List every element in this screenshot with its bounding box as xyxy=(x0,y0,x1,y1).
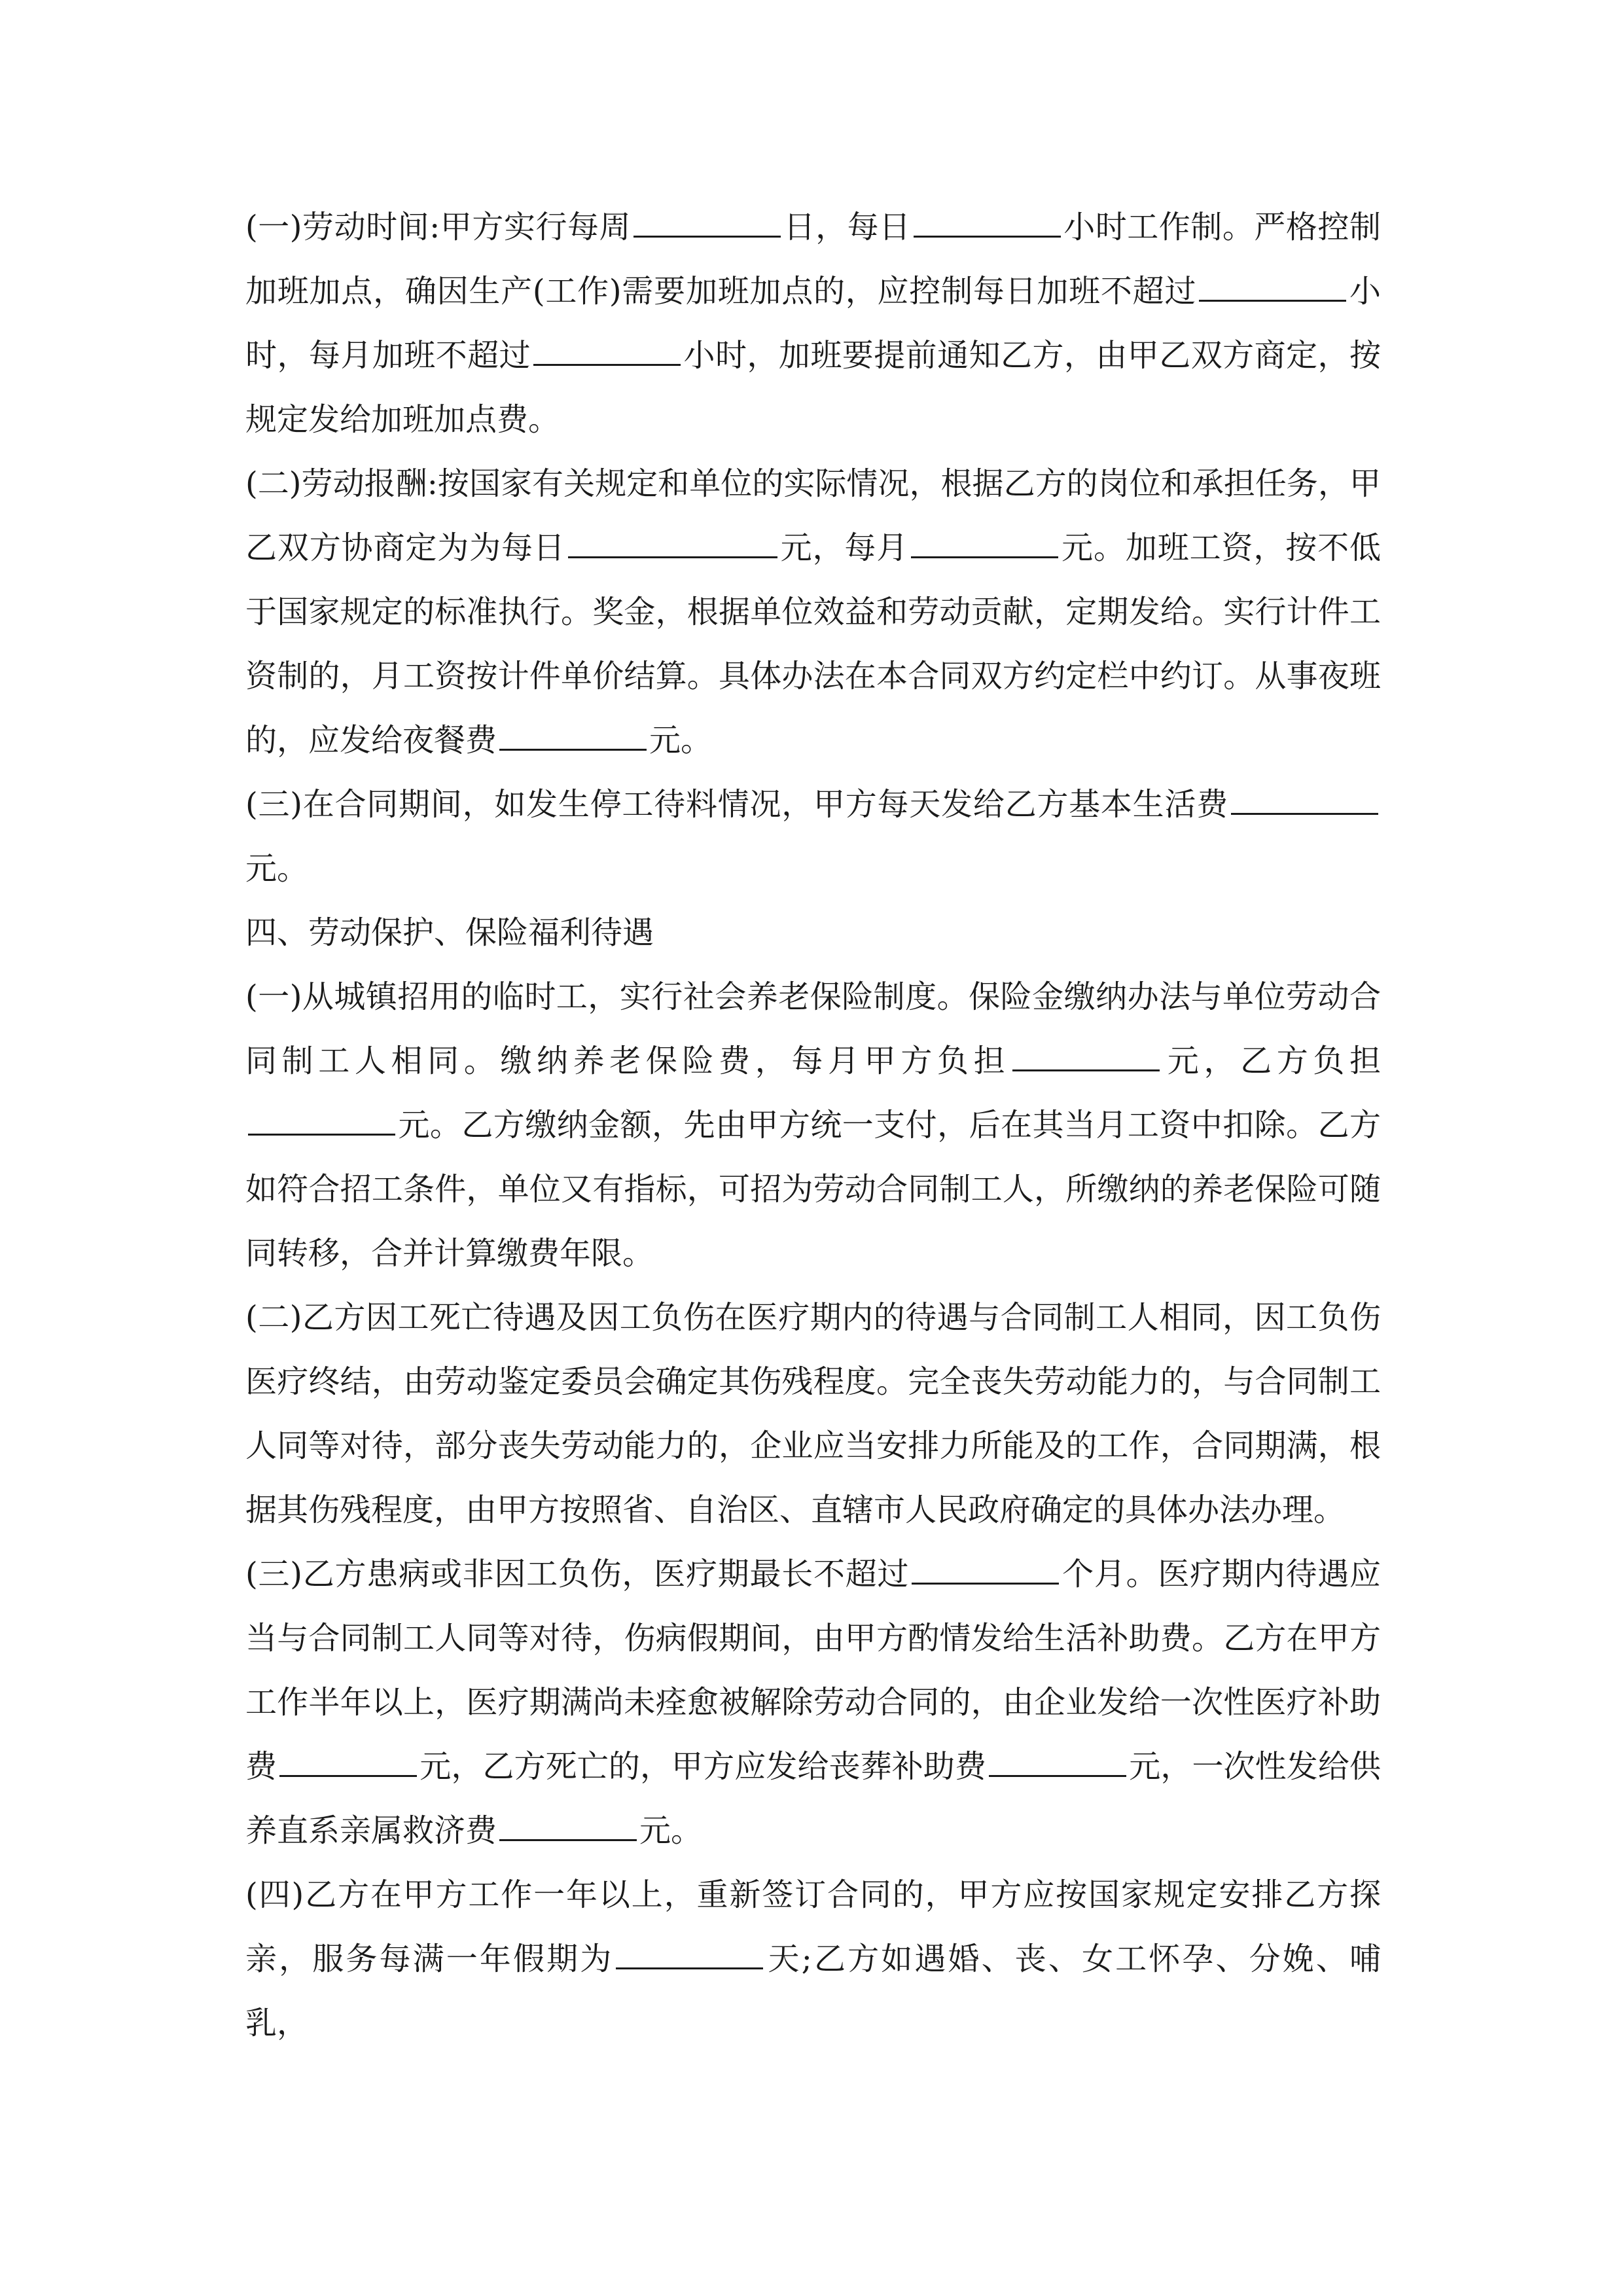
clause-family-leave xyxy=(245,1863,1381,2055)
clause-text: (三)乙方患病或非因工负伤，医疗期最长不超过 xyxy=(245,1556,910,1592)
clause-pension-insurance xyxy=(245,965,1381,1285)
fill-blank-hours-per-day[interactable] xyxy=(914,207,1061,238)
fill-blank-employer-pension-share[interactable] xyxy=(1012,1041,1160,1071)
fill-blank-employee-pension-share[interactable] xyxy=(248,1105,395,1136)
fill-blank-daily-overtime-limit[interactable] xyxy=(1199,271,1346,302)
clause-text: 元。加班工资，按不低于国家规定的标准执行。奖金，根据单位效益和劳动贡献，定期发给。实行计件工资制的，月工资按计件单价结算。具体办法在本合同双方约定栏中约订。从事夜班的，应发给夜餐费 xyxy=(245,529,1381,759)
clause-text: (二)乙方因工死亡待遇及因工负伤在医疗期内的待遇与合同制工人相同，因工负伤医疗终结，由劳动鉴定委员会确定其伤残程度。完全丧失劳动能力的，与合同制工人同等对待，部分丧失劳动能力的，企业应当安排力所能及的工作，合同期满，根据其伤残程度，由甲方按照省、自治区、直辖市人民政府确定的具体办法办理。 xyxy=(245,1299,1381,1528)
clause-text: 元。 xyxy=(245,850,309,887)
fill-blank-medical-period-months[interactable] xyxy=(912,1554,1059,1585)
clause-work-injury xyxy=(245,1285,1381,1542)
clause-text: 小时，每月加班不超过 xyxy=(245,273,1381,374)
clause-text: (四)乙方在甲方工作一年以上，重新签订合同的，甲方应按国家规定安排乙方探亲，服务每满一年假期为 xyxy=(245,1876,1381,1977)
clause-text: 小时，加班要提前通知乙方，由甲乙双方商定，按规定发给加班加点费。 xyxy=(245,337,1381,438)
clause-text: 元，一次性发给供养直系亲属救济费 xyxy=(245,1748,1381,1849)
fill-blank-night-meal-fee[interactable] xyxy=(499,720,647,751)
clause-remuneration xyxy=(245,452,1381,772)
clause-text: 小时工作制。严格控制加班加点，确因生产(工作)需要加班加点的，应控制每日加班不超过 xyxy=(245,209,1381,310)
fill-blank-monthly-wage[interactable] xyxy=(911,528,1058,558)
section-heading xyxy=(245,901,1381,965)
fill-blank-monthly-overtime-limit[interactable] xyxy=(533,335,681,366)
clause-text: (一)劳动时间:甲方实行每周 xyxy=(245,209,632,245)
fill-blank-medical-subsidy[interactable] xyxy=(279,1746,417,1777)
clause-text: 元。 xyxy=(649,722,713,759)
clause-sick-leave xyxy=(245,1542,1381,1863)
clause-working-hours xyxy=(245,195,1381,452)
clause-text: 元。乙方缴纳金额，先由甲方统一支付，后在其当月工资中扣除。乙方如符合招工条件，单位又有指标，可招为劳动合同制工人，所缴纳的养老保险可随同转移，合并计算缴费年限。 xyxy=(245,1107,1381,1272)
fill-blank-dependent-relief[interactable] xyxy=(499,1810,637,1841)
clause-text: 天;乙方如遇婚、丧、女工怀孕、分娩、哺乳， xyxy=(245,1941,1381,2041)
fill-blank-daily-wage[interactable] xyxy=(568,528,777,558)
section-title: 四、劳动保护、保险福利待遇 xyxy=(245,914,654,951)
clause-work-stoppage xyxy=(245,772,1381,901)
clause-text: 元，乙方死亡的，甲方应发给丧葬补助费 xyxy=(419,1748,987,1785)
fill-blank-days-per-week[interactable] xyxy=(633,207,781,238)
clause-text: (二)劳动报酬:按国家有关规定和单位的实际情况，根据乙方的岗位和承担任务，甲乙双方协商定为为每日 xyxy=(245,465,1381,566)
clause-text: 元。 xyxy=(639,1812,703,1849)
clause-text: 元，每月 xyxy=(779,529,909,566)
clause-text: 日，每日 xyxy=(783,209,911,245)
fill-blank-leave-days[interactable] xyxy=(616,1939,763,1969)
clause-text: (三)在合同期间，如发生停工待料情况，甲方每天发给乙方基本生活费 xyxy=(245,786,1228,823)
clause-text: 个月。医疗期内待遇应当与合同制工人同等对待，伤病假期间，由甲方酌情发给生活补助费。乙方在甲方工作半年以上，医疗期满尚未痊愈被解除劳动合同的，由企业发给一次性医疗补助费 xyxy=(245,1556,1381,1785)
contract-page xyxy=(245,195,1381,2055)
fill-blank-funeral-subsidy[interactable] xyxy=(989,1746,1126,1777)
clause-text: 元，乙方负担 xyxy=(1162,1043,1381,1079)
fill-blank-basic-living-allowance[interactable] xyxy=(1231,784,1378,815)
clause-text: (一)从城镇招用的临时工，实行社会养老保险制度。保险金缴纳办法与单位劳动合同制工人相同。缴纳养老保险费，每月甲方负担 xyxy=(245,978,1381,1079)
